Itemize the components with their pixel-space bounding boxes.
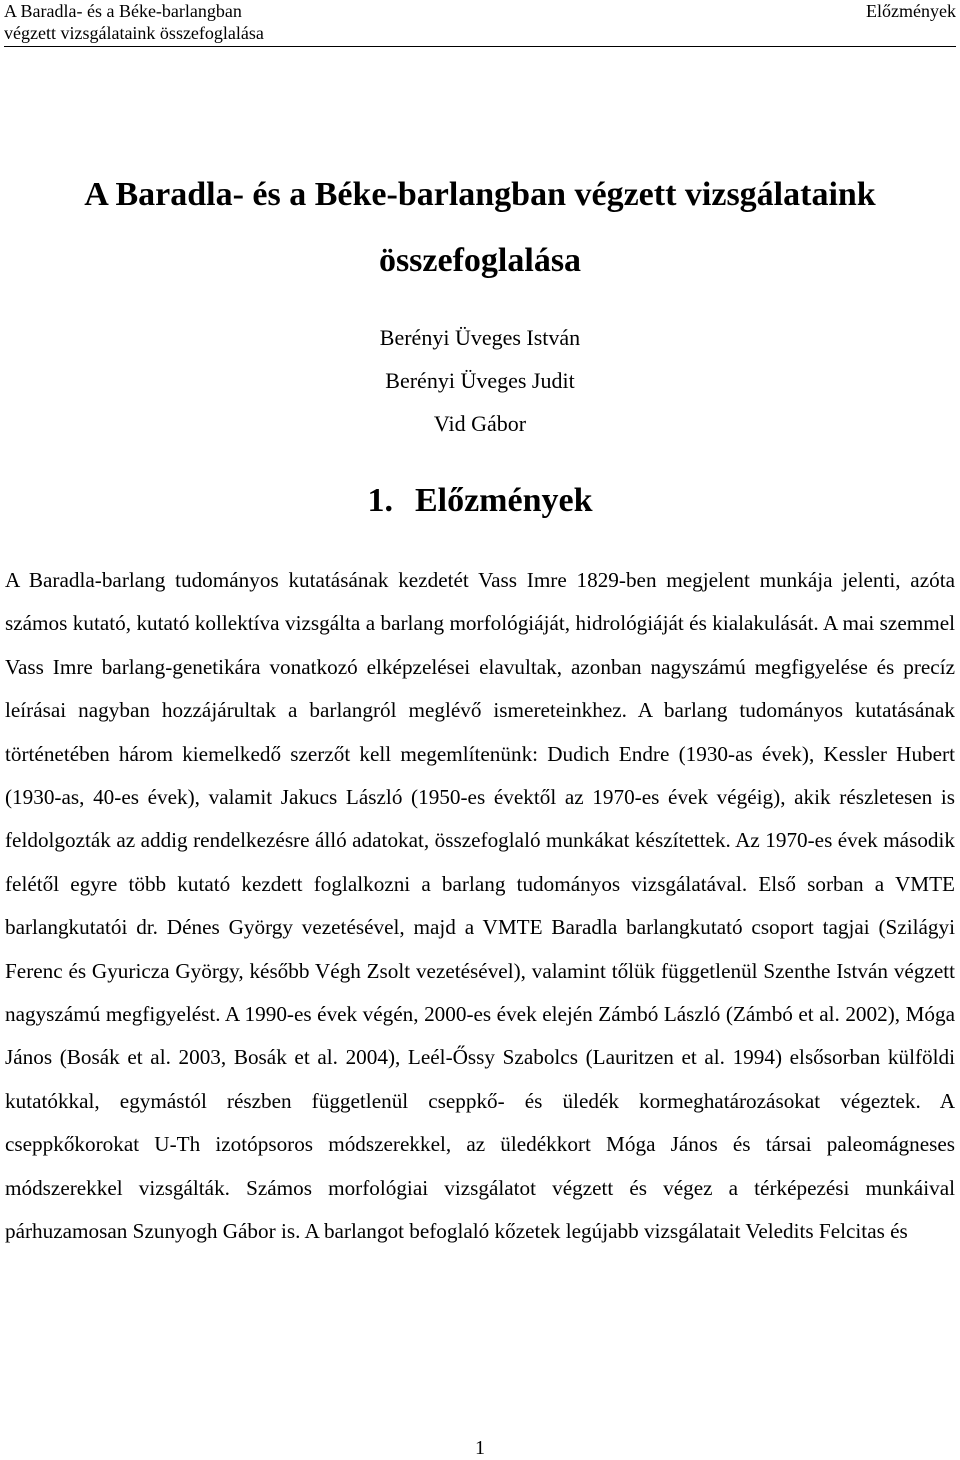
body-paragraph: A Baradla-barlang tudományos kutatásának kezdetét Vass Imre 1829-ben megjelent munkája jelenti, azóta számos kutató, kutató kollektíva vizsgálta a barlang morfológiáját, hidrológiáját és kialakulását. A mai szemmel Vass Imre barlang-genetikára vonatkozó elképzelései elavultak, azonban nagyszámú megfigyelése és precíz leírásai nagyban hozzájárultak a barlangról meglévő ismereteinkhez. A barlang tudományos kutatásának történetében három kiemelkedő szerzőt kell megemlítenünk: Dudich Endre (1930-as évek), Kessler Hubert (1930-as, 40-es évek), valamit Jakucs László (1950-es évektől az 1970-es évek végéig), akik részletesen is feldolgozták az addig rendelkezésre álló adatokat, összefoglaló munkákat készítettek. Az 1970-es évek második felétől egyre több kutató kezdett foglalkozni a barlang tudományos vizsgálatával. Első sorban a VMTE barlangkutatói dr. Dénes György vezetésével, majd a VMTE Baradla barlangkutató csoport tagjai (Szilágyi Ferenc és Gyuricza György, később Végh Zsolt vezetésével), valamint tőlük függetlenül Szenthe István végzett nagyszámú megfigyelést. A 1990-es évek végén, 2000-es évek elején Zámbó László (Zámbó et al. 2002), Móga János (Bosák et al. 2003, Bosák et al. 2004), Leél-Őssy Szabolcs (Lauritzen et al. 1994) elsősorban külföldi kutatókkal, egymástól részben függetlenül cseppkő- és üledék kormeghatározásokat végeztek. A cseppkőkorokat U-Th izotópsoros módszerekkel, az üledékkort Móga János és társai paleomágneses módszerekkel vizsgálták. Számos morfológiai vizsgálatot végzett és végez a térképezési munkáival párhuzamosan Szunyogh Gábor is. A barlangot befoglaló kőzetek legújabb vizsgálatait Veledits Felcitas és: [5, 568, 955, 1244]
page-number: 1: [475, 1437, 485, 1459]
header-running-title: [4, 0, 264, 44]
author-name: Berényi Üveges Judit: [385, 368, 575, 393]
header-running-title-line-1: A Baradla- és a Béke-barlangban: [4, 1, 242, 21]
section-title: Előzmények: [414, 482, 593, 519]
author-list: [0, 316, 960, 445]
header-section-name: Előzmények: [866, 1, 956, 21]
author-name: Berényi Üveges István: [379, 325, 581, 350]
author-name: Vid Gábor: [433, 411, 527, 436]
running-header: [4, 0, 956, 47]
document-title: A Baradla- és a Béke-barlangban végzett vizsgálataink összefoglalása: [84, 176, 876, 279]
section-heading: [0, 476, 960, 526]
header-running-title-line-2: végzett vizsgálataink összefoglalása: [4, 23, 264, 43]
section-number: 1.: [367, 482, 393, 519]
